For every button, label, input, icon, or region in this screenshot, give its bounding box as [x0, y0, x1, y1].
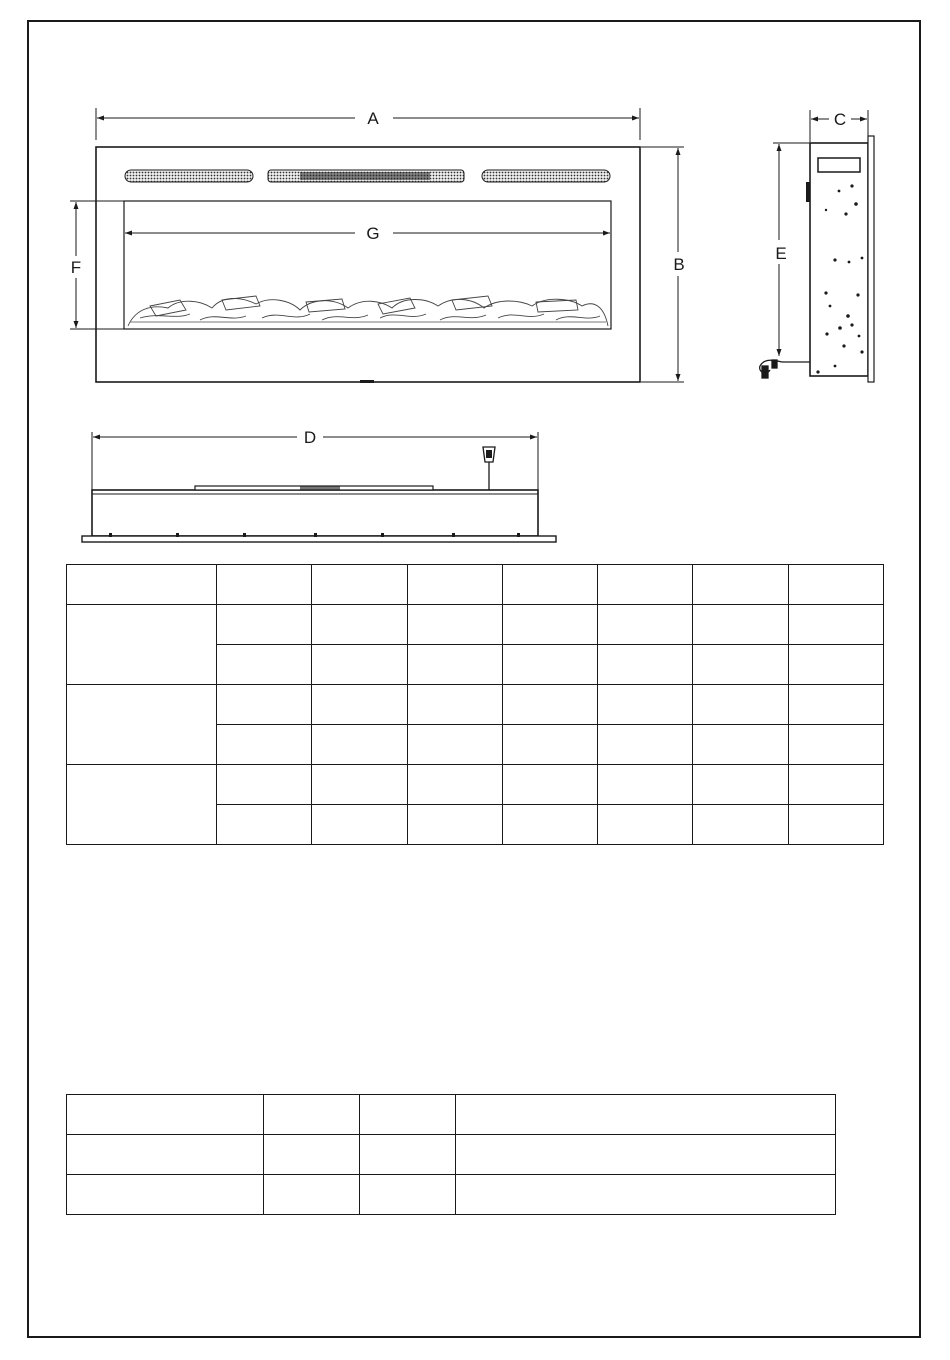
table-cell — [67, 765, 217, 845]
table-row — [67, 565, 884, 605]
table-cell — [407, 605, 502, 645]
power-cord-side — [760, 360, 810, 378]
table-cell — [693, 605, 788, 645]
table-cell — [502, 685, 597, 725]
table-cell — [67, 565, 217, 605]
top-body — [92, 490, 538, 536]
table-cell — [312, 725, 407, 765]
table-cell — [360, 1095, 456, 1135]
table-cell — [693, 725, 788, 765]
table-cell — [693, 685, 788, 725]
table-cell — [312, 645, 407, 685]
power-table — [66, 1094, 836, 1215]
table-cell — [456, 1135, 836, 1175]
table-cell — [598, 685, 693, 725]
table-cell — [360, 1135, 456, 1175]
table-cell — [788, 765, 883, 805]
table-cell — [312, 765, 407, 805]
table-row — [67, 685, 884, 725]
dimension-f-label: F — [70, 258, 82, 277]
table-cell — [693, 645, 788, 685]
top-grille — [125, 170, 610, 182]
dimension-g-label: G — [366, 224, 380, 243]
table-cell — [502, 805, 597, 845]
table-row — [67, 1175, 836, 1215]
table-cell — [217, 645, 312, 685]
table-cell — [67, 1175, 264, 1215]
table-cell — [598, 725, 693, 765]
top-view — [82, 428, 556, 542]
table-cell — [788, 565, 883, 605]
table-cell — [312, 605, 407, 645]
table-cell — [456, 1095, 836, 1135]
table-cell — [693, 565, 788, 605]
table-cell — [788, 725, 883, 765]
dimension-d-label: D — [303, 428, 317, 447]
dimension-b-label: B — [673, 255, 685, 274]
table-cell — [502, 725, 597, 765]
table-cell — [67, 1095, 264, 1135]
table-cell — [217, 685, 312, 725]
table-cell — [67, 685, 217, 765]
table-cell — [788, 685, 883, 725]
table-cell — [217, 725, 312, 765]
table-cell — [693, 805, 788, 845]
table-cell — [788, 605, 883, 645]
table-cell — [407, 645, 502, 685]
table-row — [67, 605, 884, 645]
table-cell — [502, 605, 597, 645]
table-cell — [407, 565, 502, 605]
table-cell — [598, 805, 693, 845]
table-cell — [693, 765, 788, 805]
table-cell — [598, 565, 693, 605]
dimension-a-label: A — [367, 109, 379, 128]
table-cell — [264, 1175, 360, 1215]
table-row — [67, 1095, 836, 1135]
dimension-e-label: E — [775, 244, 787, 263]
top-front-panel — [82, 536, 556, 542]
table-cell — [312, 805, 407, 845]
side-body — [810, 143, 868, 376]
bottom-switch — [360, 380, 374, 383]
dimension-table — [66, 564, 884, 845]
table-cell — [264, 1095, 360, 1135]
table-cell — [407, 805, 502, 845]
table-cell — [217, 765, 312, 805]
table-cell — [407, 685, 502, 725]
technical-drawing — [0, 0, 950, 560]
side-bracket — [806, 182, 810, 202]
table-cell — [598, 605, 693, 645]
log-bed — [128, 296, 608, 326]
table-cell — [67, 605, 217, 685]
table-cell — [360, 1175, 456, 1215]
table-cell — [312, 685, 407, 725]
front-view — [70, 108, 685, 383]
side-front-panel — [868, 136, 874, 382]
table-cell — [598, 765, 693, 805]
table-cell — [788, 645, 883, 685]
table-cell — [788, 805, 883, 845]
table-cell — [407, 765, 502, 805]
power-cord-top — [483, 447, 495, 490]
table-cell — [217, 605, 312, 645]
table-cell — [502, 565, 597, 605]
table-cell — [217, 805, 312, 845]
table-cell — [312, 565, 407, 605]
side-view — [760, 110, 874, 382]
dimension-c-label: C — [833, 110, 847, 129]
table-cell — [264, 1135, 360, 1175]
table-row — [67, 1135, 836, 1175]
table-row — [67, 765, 884, 805]
table-cell — [598, 645, 693, 685]
table-cell — [407, 725, 502, 765]
table-cell — [456, 1175, 836, 1215]
top-vent-mark — [300, 486, 340, 490]
table-cell — [67, 1135, 264, 1175]
table-cell — [502, 765, 597, 805]
table-cell — [502, 645, 597, 685]
table-cell — [217, 565, 312, 605]
